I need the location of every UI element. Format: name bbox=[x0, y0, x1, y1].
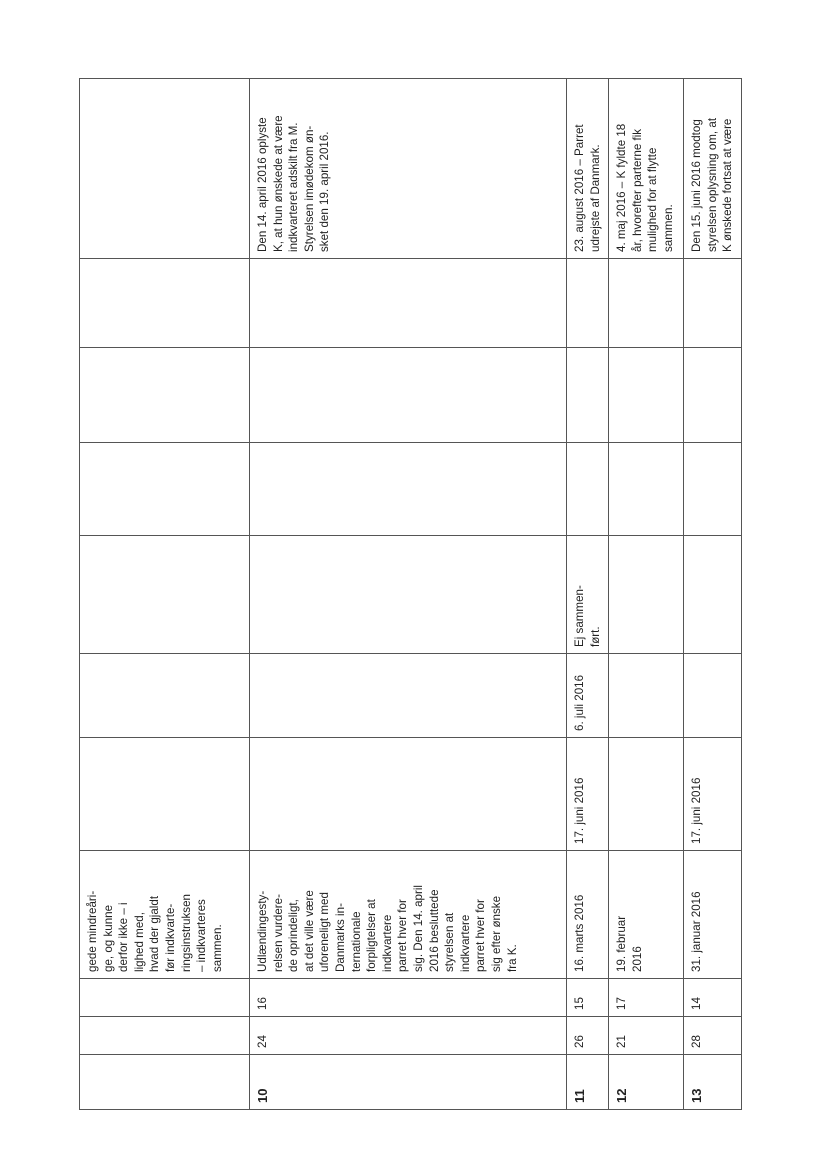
col2-text: 16 bbox=[256, 997, 269, 1010]
row-number: 13 bbox=[689, 1088, 705, 1103]
col6-cell bbox=[684, 536, 742, 654]
col2-text: 15 bbox=[573, 997, 586, 1010]
col3-text: 31. januar 2016 bbox=[690, 891, 704, 972]
col3-cell bbox=[567, 851, 609, 979]
col4-text: 17. juni 2016 bbox=[690, 777, 704, 844]
col1-cell bbox=[80, 1017, 250, 1055]
col3-cell bbox=[80, 851, 250, 979]
col1-cell bbox=[609, 1017, 684, 1055]
col3-text: 19. februar 2016 bbox=[615, 915, 644, 972]
col1-text: 24 bbox=[256, 1035, 269, 1048]
table-row bbox=[609, 79, 684, 1110]
col3-cell bbox=[250, 851, 567, 979]
col4-cell bbox=[609, 738, 684, 851]
col6-cell bbox=[567, 536, 609, 654]
rotated-table-container bbox=[79, 79, 736, 1110]
row-number-cell bbox=[567, 1055, 609, 1110]
row-number-cell bbox=[684, 1055, 742, 1110]
col8-cell bbox=[567, 348, 609, 443]
col6-cell bbox=[250, 536, 567, 654]
col9-cell bbox=[80, 259, 250, 348]
row-number: 10 bbox=[255, 1088, 270, 1103]
col4-cell bbox=[567, 738, 609, 851]
col10-text: Den 14. april 2016 oplyste K, at hun ønskede at være indkvarteret adskilt fra M. Styrelsen imødekom øn- sket den 19. april 2016. bbox=[256, 115, 332, 252]
col1-text: 21 bbox=[615, 1035, 629, 1048]
table-row bbox=[567, 79, 609, 1110]
col2-cell bbox=[250, 979, 567, 1017]
row-number: 11 bbox=[572, 1089, 587, 1103]
col3-text: 16. marts 2016 bbox=[573, 894, 586, 972]
col1-text: 28 bbox=[690, 1035, 704, 1048]
row-number: 12 bbox=[614, 1088, 630, 1103]
col6-cell bbox=[80, 536, 250, 654]
col4-text: 17. juni 2016 bbox=[573, 777, 586, 844]
col8-cell bbox=[609, 348, 684, 443]
col3-cell bbox=[684, 851, 742, 979]
col7-cell bbox=[80, 443, 250, 536]
col2-text: 14 bbox=[690, 997, 704, 1010]
col10-cell bbox=[684, 79, 742, 259]
case-table bbox=[79, 78, 742, 1110]
row-number-cell bbox=[250, 1055, 567, 1110]
col2-text: 17 bbox=[615, 997, 629, 1010]
col4-cell bbox=[80, 738, 250, 851]
col5-cell bbox=[684, 654, 742, 738]
col2-cell bbox=[567, 979, 609, 1017]
col5-cell bbox=[250, 654, 567, 738]
table-row bbox=[80, 79, 250, 1110]
table-row bbox=[684, 79, 742, 1110]
col7-cell bbox=[684, 443, 742, 536]
col10-cell bbox=[80, 79, 250, 259]
col4-cell bbox=[250, 738, 567, 851]
table-row bbox=[250, 79, 567, 1110]
col2-cell bbox=[609, 979, 684, 1017]
col1-cell bbox=[250, 1017, 567, 1055]
col10-cell bbox=[567, 79, 609, 259]
col10-cell bbox=[609, 79, 684, 259]
col10-text: 23. august 2016 – Parret udrejste af Danmark. bbox=[573, 124, 602, 252]
col9-cell bbox=[567, 259, 609, 348]
col8-cell bbox=[250, 348, 567, 443]
col9-cell bbox=[250, 259, 567, 348]
col3-text: gede mindreåri- ge, og kunne derfor ikke – i lighed med, hvad der gjaldt før indkvarte- ringsinstruksen – indkvarteres sammen. bbox=[86, 890, 224, 972]
col8-cell bbox=[80, 348, 250, 443]
col9-cell bbox=[609, 259, 684, 348]
col1-cell bbox=[684, 1017, 742, 1055]
col5-cell bbox=[567, 654, 609, 738]
col7-cell bbox=[567, 443, 609, 536]
col10-text: Den 15. juni 2016 modtog styrelsen oplysning om, at K ønskede fortsat at være bbox=[690, 117, 735, 252]
col5-cell bbox=[80, 654, 250, 738]
row-number-cell bbox=[609, 1055, 684, 1110]
col1-text: 26 bbox=[573, 1035, 586, 1048]
row-number-cell bbox=[80, 1055, 250, 1110]
col7-cell bbox=[250, 443, 567, 536]
col4-cell bbox=[684, 738, 742, 851]
col8-cell bbox=[684, 348, 742, 443]
col10-text: 4. maj 2016 – K fyldte 18 år, hvorefter parterne fik mulighed for at flytte sammen. bbox=[615, 123, 675, 252]
col3-text: Udlændingesty- relsen vurdere- de oprindeligt, at det ville være uforeneligt med Danmarks in- ternationale forpligtelser at indkvartere parret hver for sig. Den 14. april 2016 besluttede styrelsen at indkvartere parret hver for sig efter ønske fra K. bbox=[256, 885, 519, 972]
col2-cell bbox=[684, 979, 742, 1017]
col7-cell bbox=[609, 443, 684, 536]
col1-cell bbox=[567, 1017, 609, 1055]
col9-cell bbox=[684, 259, 742, 348]
col10-cell bbox=[250, 79, 567, 259]
col3-cell bbox=[609, 851, 684, 979]
col6-cell bbox=[609, 536, 684, 654]
col5-text: 6. juli 2016 bbox=[573, 674, 586, 731]
col6-text: Ej sammen- ført. bbox=[573, 585, 602, 647]
col5-cell bbox=[609, 654, 684, 738]
col2-cell bbox=[80, 979, 250, 1017]
